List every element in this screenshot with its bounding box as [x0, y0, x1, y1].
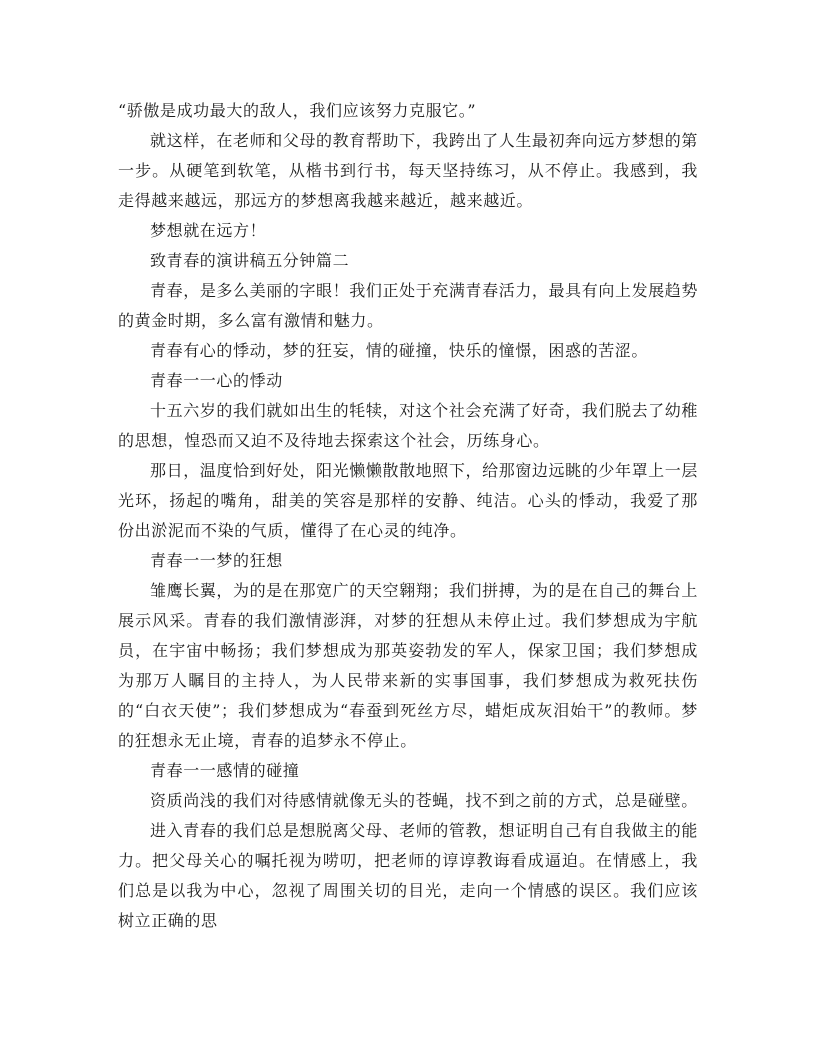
paragraph-emotion-2: 进入青春的我们总是想脱离父母、老师的管教，想证明自己有自我做主的能力。把父母关心的嘱托视为唠叨，把老师的谆谆教诲看成逼迫。在情感上，我们总是以我为中心，忽视了周围关切的目光，走向一个情感的误区。我们应该树立正确的思: [118, 821, 698, 930]
paragraph-emotion-1: 资质尚浅的我们对待感情就像无头的苍蝇，找不到之前的方式，总是碰壁。: [150, 791, 698, 810]
paragraph-quote: “骄傲是成功最大的敌人，我们应该努力克服它。”: [118, 101, 477, 120]
subheading-heart: 青春一一心的悸动: [150, 371, 283, 390]
paragraph-heart-2: 那日，温度恰到好处，阳光懒懒散散地照下，给那窗边远眺的少年罩上一层光环，扬起的嘴角，甜美的笑容是那样的安静、纯洁。心头的悸动，我爱了那份出淤泥而不染的气质，懂得了在心灵的纯净。: [118, 461, 698, 540]
paragraph-dream-far: 梦想就在远方！: [150, 221, 267, 240]
paragraph-heart-1: 十五六岁的我们就如出生的牦犊，对这个社会充满了好奇，我们脱去了幼稚的思想，惶恐而又迫不及待地去探索这个社会，历练身心。: [118, 401, 698, 450]
paragraph-first-step: 就这样，在老师和父母的教育帮助下，我跨出了人生最初奔向远方梦想的第一步。从硬笔到软笔，从楷书到行书，每天坚持练习，从不停止。我感到，我走得越来越远，那远方的梦想离我越来越近，越来越近。: [118, 131, 698, 210]
section-heading: 致青春的演讲稿五分钟篇二: [150, 251, 350, 270]
subheading-emotion: 青春一一感情的碰撞: [150, 761, 300, 780]
paragraph-youth-summary: 青春有心的悸动，梦的狂妄，情的碰撞，快乐的憧憬，困惑的苦涩。: [150, 341, 649, 360]
paragraph-dream: 雏鹰长翼，为的是在那宽广的天空翱翔；我们拼搏，为的是在自己的舞台上展示风采。青春的我们激情澎湃，对梦的狂想从未停止过。我们梦想成为宇航员，在宇宙中畅扬；我们梦想成为那英姿勃发的军人，保家卫国；我们梦想成为那万人瞩目的主持人，为人民带来新的实事国事，我们梦想成为救死扶伤的“白衣天使”；我们梦想成为“春蚕到死丝方尽，蜡炬成灰泪始干”的教师。梦的狂想永无止境，青春的追梦永不停止。: [118, 581, 698, 750]
subheading-dream: 青春一一梦的狂想: [150, 551, 283, 570]
paragraph-youth-intro: 青春，是多么美丽的字眼！我们正处于充满青春活力，最具有向上发展趋势的黄金时期，多么富有激情和魅力。: [118, 281, 698, 330]
document-page: [118, 96, 698, 936]
